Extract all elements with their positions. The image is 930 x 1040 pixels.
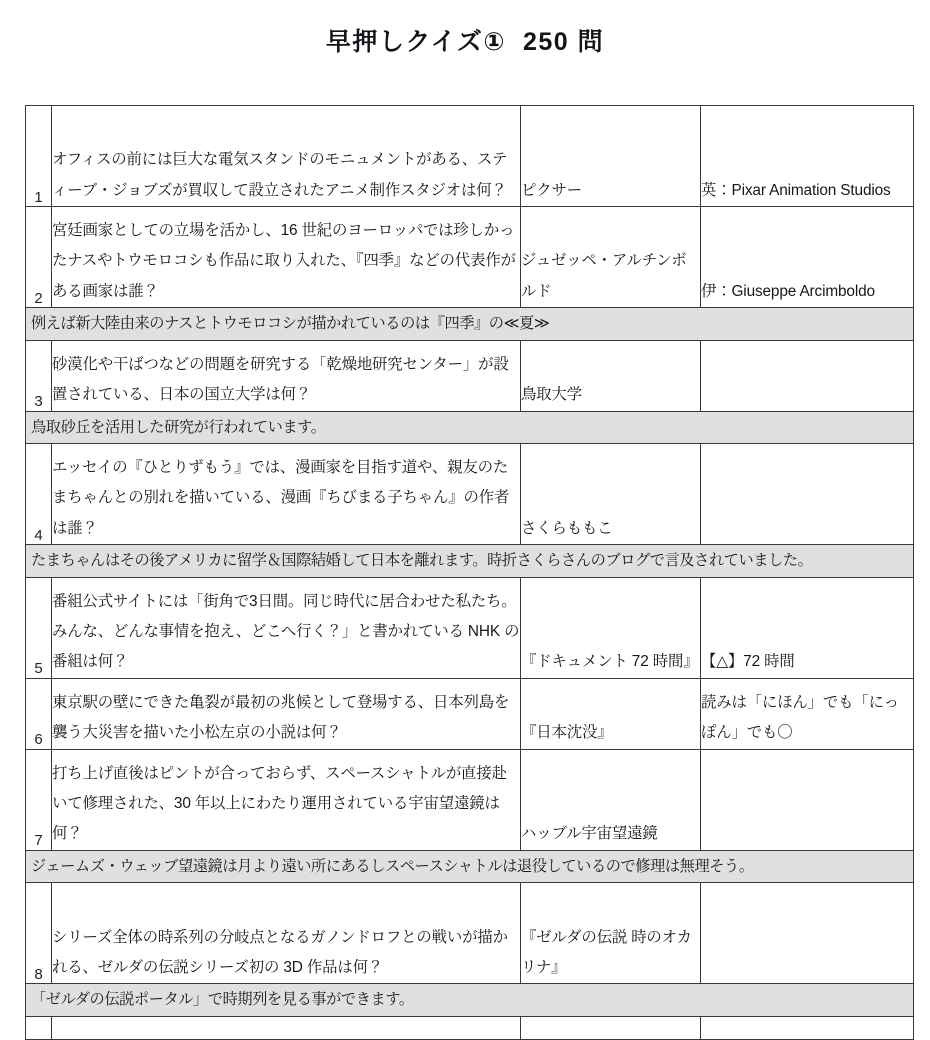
cell-number <box>26 1016 52 1039</box>
supplement-text <box>701 444 914 545</box>
question-number: 5 <box>26 577 52 678</box>
question-text: エッセイの『ひとりずもう』では、漫画家を目指す道や、親友のたまちゃんとの別れを描いている、漫画『ちびまる子ちゃん』の作者は誰？ <box>52 444 521 545</box>
answer-text: ハッブル宇宙望遠鏡 <box>521 749 701 850</box>
commentary-row <box>26 411 914 444</box>
cell-answer <box>521 1016 701 1039</box>
supplement-text <box>701 749 914 850</box>
commentary-row <box>26 545 914 578</box>
supplement-text <box>701 340 914 411</box>
page-title: 早押しクイズ① 250 問 <box>325 28 605 56</box>
question-number: 6 <box>26 678 52 749</box>
table-row <box>26 340 914 411</box>
quiz-table-body <box>26 106 914 1040</box>
question-text: 東京駅の壁にできた亀裂が最初の兆候として登場する、日本列島を襲う大災害を描いた小松左京の小説は何？ <box>52 678 521 749</box>
commentary-text: 例えば新大陸由来のナスとトウモロコシが描かれているのは『四季』の≪夏≫ <box>26 308 914 341</box>
answer-text: ピクサー <box>521 106 701 207</box>
question-text: シリーズ全体の時系列の分岐点となるガノンドロフとの戦いが描かれる、ゼルダの伝説シリーズ初の 3D 作品は何？ <box>52 883 521 984</box>
commentary-text: 「ゼルダの伝説ポータル」で時期列を見る事ができます。 <box>26 984 914 1017</box>
question-number: 3 <box>26 340 52 411</box>
table-row <box>26 207 914 308</box>
table-row <box>26 577 914 678</box>
answer-text: 鳥取大学 <box>521 340 701 411</box>
commentary-text: 鳥取砂丘を活用した研究が行われています。 <box>26 411 914 444</box>
question-text: 打ち上げ直後はピントが合っておらず、スペースシャトルが直接赴いて修理された、30 年以上にわたり運用されている宇宙望遠鏡は何？ <box>52 749 521 850</box>
question-number: 8 <box>26 883 52 984</box>
answer-text: 『ゼルダの伝説 時のオカリナ』 <box>521 883 701 984</box>
commentary-text: たまちゃんはその後アメリカに留学＆国際結婚して日本を離れます。時折さくらさんのブログで言及されていました。 <box>26 545 914 578</box>
answer-text: ジュゼッペ・アルチンボルド <box>521 207 701 308</box>
answer-text: さくらももこ <box>521 444 701 545</box>
commentary-row <box>26 308 914 341</box>
question-text: 宮廷画家としての立場を活かし、16 世紀のヨーロッパでは珍しかったナスやトウモロコシも作品に取り入れた、『四季』などの代表作がある画家は誰？ <box>52 207 521 308</box>
table-row <box>26 444 914 545</box>
table-row <box>26 106 914 207</box>
cell-question <box>52 1016 521 1039</box>
commentary-row <box>26 984 914 1017</box>
supplement-text: 英：Pixar Animation Studios <box>701 106 914 207</box>
question-number: 1 <box>26 106 52 207</box>
question-number: 7 <box>26 749 52 850</box>
question-text: 番組公式サイトには「街角で3日間。同じ時代に居合わせた私たち。みんな、どんな事情を抱え、どこへ行く？」と書かれている NHK の番組は何？ <box>52 577 521 678</box>
commentary-row <box>26 850 914 883</box>
question-number: 2 <box>26 207 52 308</box>
commentary-text: ジェームズ・ウェッブ望遠鏡は月より遠い所にあるしスペースシャトルは退役しているので修理は無理そう。 <box>26 850 914 883</box>
supplement-text: 伊：Giuseppe Arcimboldo <box>701 207 914 308</box>
cell-note <box>701 1016 914 1039</box>
question-text: オフィスの前には巨大な電気スタンドのモニュメントがある、スティーブ・ジョブズが買収して設立されたアニメ制作スタジオは何？ <box>52 106 521 207</box>
quiz-table-container <box>25 105 913 1040</box>
supplement-text: 読みは「にほん」でも「にっぽん」でも〇 <box>701 678 914 749</box>
supplement-text <box>701 883 914 984</box>
question-number: 4 <box>26 444 52 545</box>
table-row <box>26 678 914 749</box>
answer-text: 『ドキュメント 72 時間』 <box>521 577 701 678</box>
answer-text: 『日本沈没』 <box>521 678 701 749</box>
table-row <box>26 1016 914 1039</box>
table-row <box>26 749 914 850</box>
question-text: 砂漠化や干ばつなどの問題を研究する「乾燥地研究センター」が設置されている、日本の国立大学は何？ <box>52 340 521 411</box>
table-row <box>26 883 914 984</box>
quiz-table <box>25 105 914 1040</box>
supplement-text: 【△】72 時間 <box>701 577 914 678</box>
